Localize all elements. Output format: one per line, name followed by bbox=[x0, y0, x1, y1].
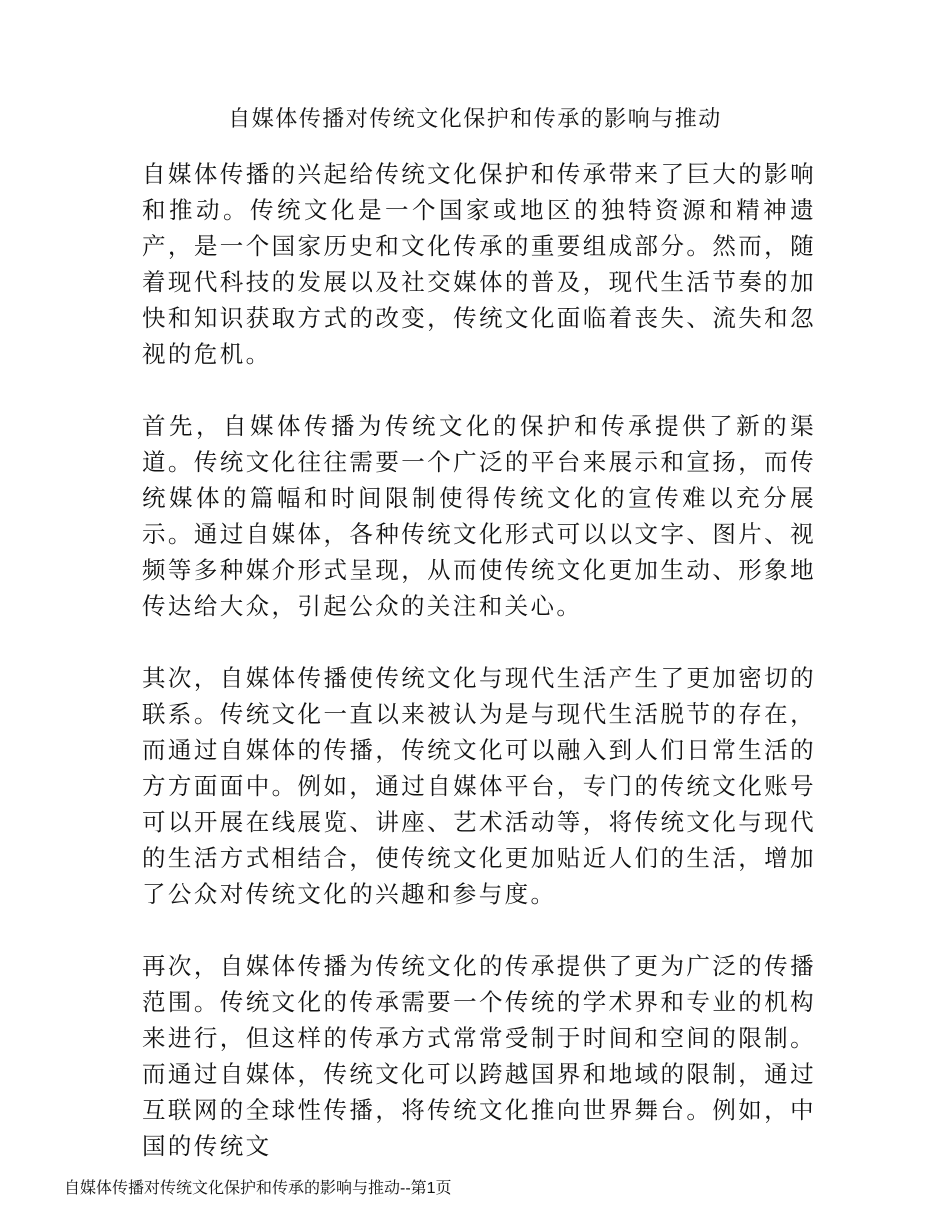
document-body bbox=[142, 156, 816, 1200]
paragraph-4: 再次，自媒体传播为传统文化的传承提供了更为广泛的传播范围。传统文化的传承需要一个传统的学术界和专业的机构来进行，但这样的传承方式常常受制于时间和空间的限制。而通过自媒体，传统文化可以跨越国界和地域的限制，通过互联网的全球性传播，将传统文化推向世界舞台。例如，中国的传统文 bbox=[142, 952, 816, 1160]
paragraph-1: 自媒体传播的兴起给传统文化保护和传承带来了巨大的影响和推动。传统文化是一个国家或地区的独特资源和精神遗产，是一个国家历史和文化传承的重要组成部分。然而，随着现代科技的发展以及社交媒体的普及，现代生活节奏的加快和知识获取方式的改变，传统文化面临着丧失、流失和忽视的危机。 bbox=[142, 160, 816, 368]
paragraph-2: 首先，自媒体传播为传统文化的保护和传承提供了新的渠道。传统文化往往需要一个广泛的平台来展示和宣扬，而传统媒体的篇幅和时间限制使得传统文化的宣传难以充分展示。通过自媒体，各种传统文化形式可以以文字、图片、视频等多种媒介形式呈现，从而使传统文化更加生动、形象地传达给大众，引起公众的关注和关心。 bbox=[142, 412, 816, 620]
page-footer: 自媒体传播对传统文化保护和传承的影响与推动--第1页 bbox=[64, 1180, 452, 1197]
paragraph-3: 其次，自媒体传播使传统文化与现代生活产生了更加密切的联系。传统文化一直以来被认为是与现代生活脱节的存在，而通过自媒体的传播，传统文化可以融入到人们日常生活的方方面面中。例如，通过自媒体平台，专门的传统文化账号可以开展在线展览、讲座、艺术活动等，将传统文化与现代的生活方式相结合，使传统文化更加贴近人们的生活，增加了公众对传统文化的兴趣和参与度。 bbox=[142, 664, 816, 908]
document-title: 自媒体传播对传统文化保护和传承的影响与推动 bbox=[228, 107, 722, 132]
